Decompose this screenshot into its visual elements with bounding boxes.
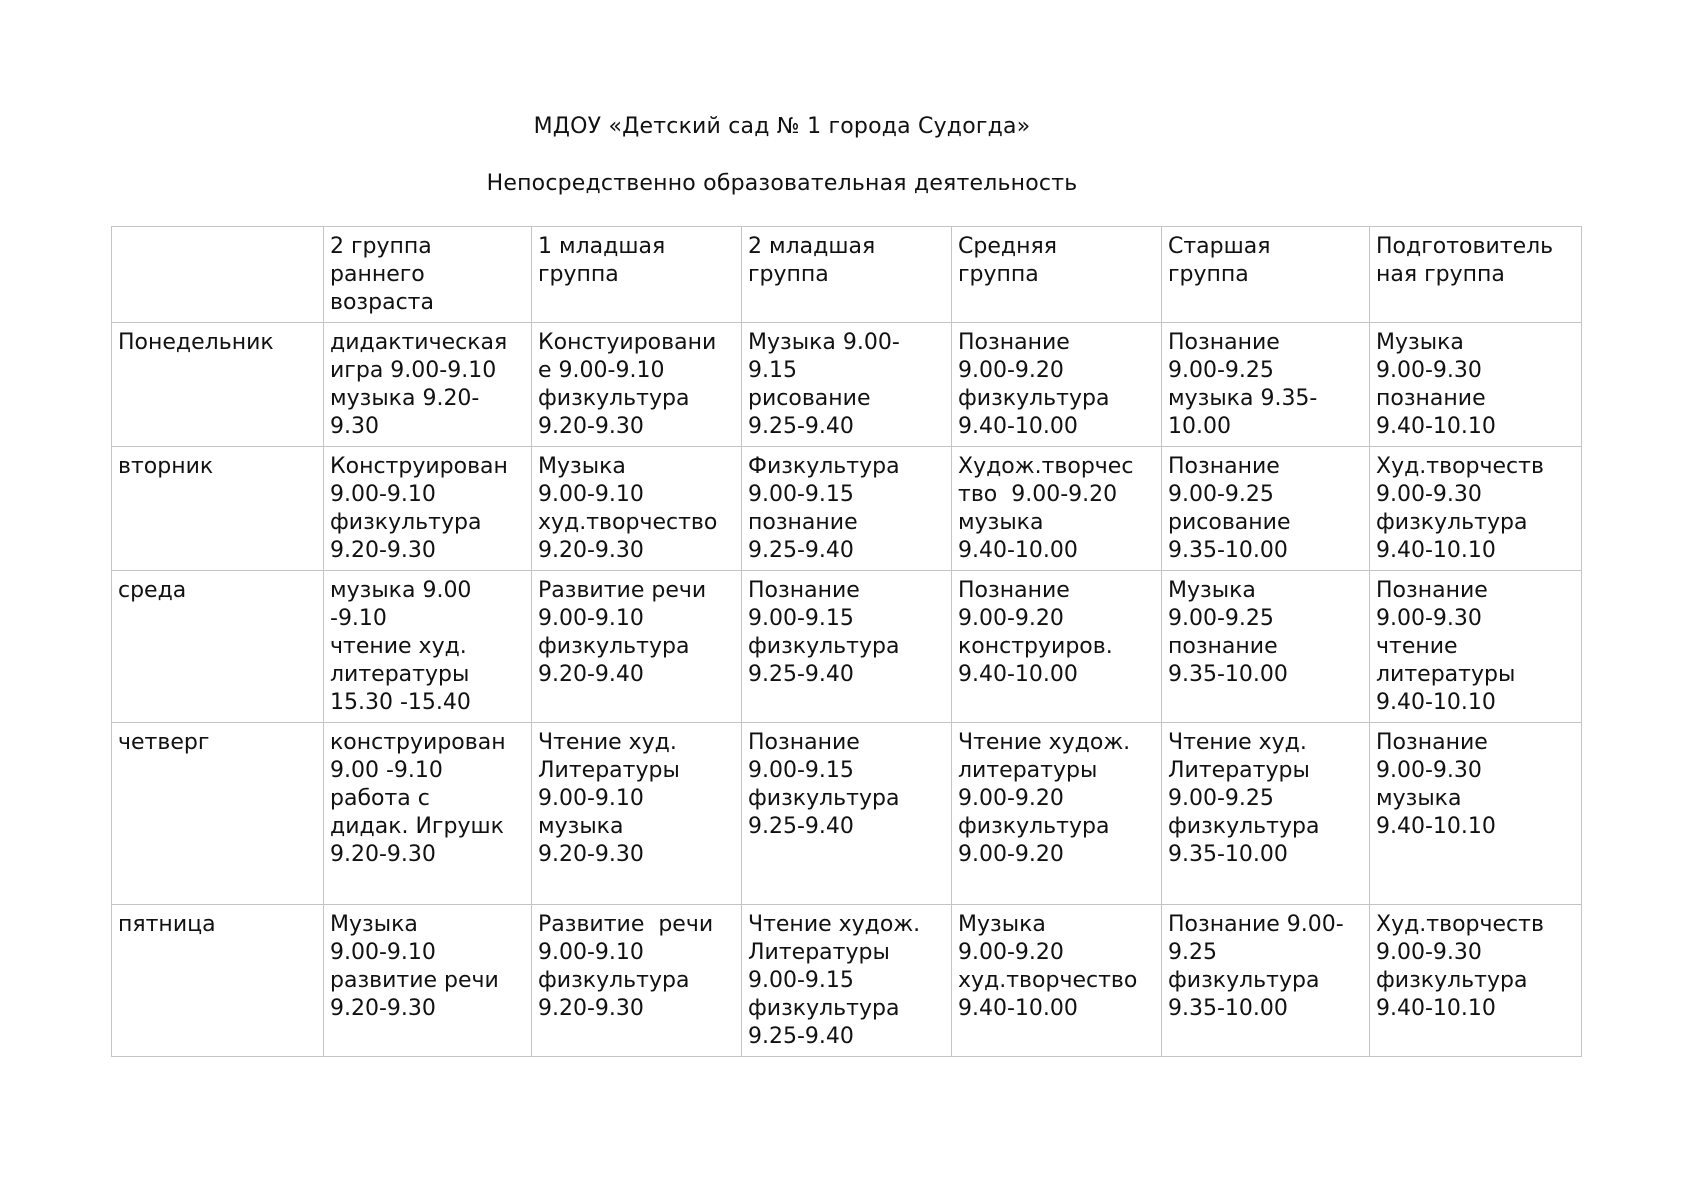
day-cell: Понедельник [112, 323, 324, 447]
schedule-cell: Чтение худож. Литературы 9.00-9.15 физкультура 9.25-9.40 [742, 905, 952, 1057]
schedule-cell: Музыка 9.00-9.30 познание 9.40-10.10 [1370, 323, 1582, 447]
document-title: МДОУ «Детский сад № 1 города Судогда» [533, 114, 1031, 139]
header-cell-senior: Старшая группа [1162, 227, 1370, 323]
schedule-cell: Развитие речи 9.00-9.10 физкультура 9.20-9.30 [532, 905, 742, 1057]
table-row [112, 447, 1582, 571]
document-subtitle: Непосредственно образовательная деятельность [486, 171, 1078, 196]
table-row [112, 323, 1582, 447]
schedule-cell: конструирован 9.00 -9.10 работа с дидак. Игрушк 9.20-9.30 [324, 723, 532, 905]
header-cell-junior-1: 1 младшая группа [532, 227, 742, 323]
schedule-cell: Констуировани е 9.00-9.10 физкультура 9.20-9.30 [532, 323, 742, 447]
header-row [112, 227, 1582, 323]
schedule-cell: Познание 9.00-9.20 конструиров. 9.40-10.00 [952, 571, 1162, 723]
table-row [112, 571, 1582, 723]
schedule-cell: Худож.творчес тво 9.00-9.20 музыка 9.40-10.00 [952, 447, 1162, 571]
day-cell: среда [112, 571, 324, 723]
schedule-cell: Познание 9.00-9.20 физкультура 9.40-10.00 [952, 323, 1162, 447]
header-cell-junior-2: 2 младшая группа [742, 227, 952, 323]
schedule-cell: Познание 9.00-9.30 чтение литературы 9.40-10.10 [1370, 571, 1582, 723]
schedule-cell: Чтение худож. литературы 9.00-9.20 физкультура 9.00-9.20 [952, 723, 1162, 905]
table-row [112, 723, 1582, 905]
schedule-cell: Физкультура 9.00-9.15 познание 9.25-9.40 [742, 447, 952, 571]
schedule-cell: Музыка 9.00-9.25 познание 9.35-10.00 [1162, 571, 1370, 723]
header-cell-early-age-2: 2 группа раннего возраста [324, 227, 532, 323]
schedule-cell: Музыка 9.00-9.10 развитие речи 9.20-9.30 [324, 905, 532, 1057]
schedule-cell: Развитие речи 9.00-9.10 физкультура 9.20-9.40 [532, 571, 742, 723]
schedule-cell: Музыка 9.00-9.20 худ.творчество 9.40-10.00 [952, 905, 1162, 1057]
schedule-cell: музыка 9.00 -9.10 чтение худ. литературы 15.30 -15.40 [324, 571, 532, 723]
schedule-cell: Познание 9.00-9.25 рисование 9.35-10.00 [1162, 447, 1370, 571]
schedule-cell: Музыка 9.00- 9.15 рисование 9.25-9.40 [742, 323, 952, 447]
table-row [112, 905, 1582, 1057]
schedule-cell: дидактическая игра 9.00-9.10 музыка 9.20- 9.30 [324, 323, 532, 447]
schedule-cell: Познание 9.00-9.15 физкультура 9.25-9.40 [742, 571, 952, 723]
schedule-cell: Познание 9.00-9.30 музыка 9.40-10.10 [1370, 723, 1582, 905]
day-cell: пятница [112, 905, 324, 1057]
schedule-cell: Познание 9.00- 9.25 физкультура 9.35-10.00 [1162, 905, 1370, 1057]
schedule-table [111, 226, 1582, 1057]
schedule-cell: Худ.творчеств 9.00-9.30 физкультура 9.40-10.10 [1370, 905, 1582, 1057]
day-cell: четверг [112, 723, 324, 905]
header-cell-empty [112, 227, 324, 323]
day-cell: вторник [112, 447, 324, 571]
header-cell-middle: Средняя группа [952, 227, 1162, 323]
schedule-cell: Чтение худ. Литературы 9.00-9.25 физкультура 9.35-10.00 [1162, 723, 1370, 905]
schedule-cell: Познание 9.00-9.15 физкультура 9.25-9.40 [742, 723, 952, 905]
schedule-cell: Познание 9.00-9.25 музыка 9.35- 10.00 [1162, 323, 1370, 447]
schedule-cell: Конструирован 9.00-9.10 физкультура 9.20-9.30 [324, 447, 532, 571]
schedule-cell: Худ.творчеств 9.00-9.30 физкультура 9.40-10.10 [1370, 447, 1582, 571]
schedule-cell: Музыка 9.00-9.10 худ.творчество 9.20-9.30 [532, 447, 742, 571]
header-cell-preparatory: Подготовитель ная группа [1370, 227, 1582, 323]
schedule-cell: Чтение худ. Литературы 9.00-9.10 музыка 9.20-9.30 [532, 723, 742, 905]
